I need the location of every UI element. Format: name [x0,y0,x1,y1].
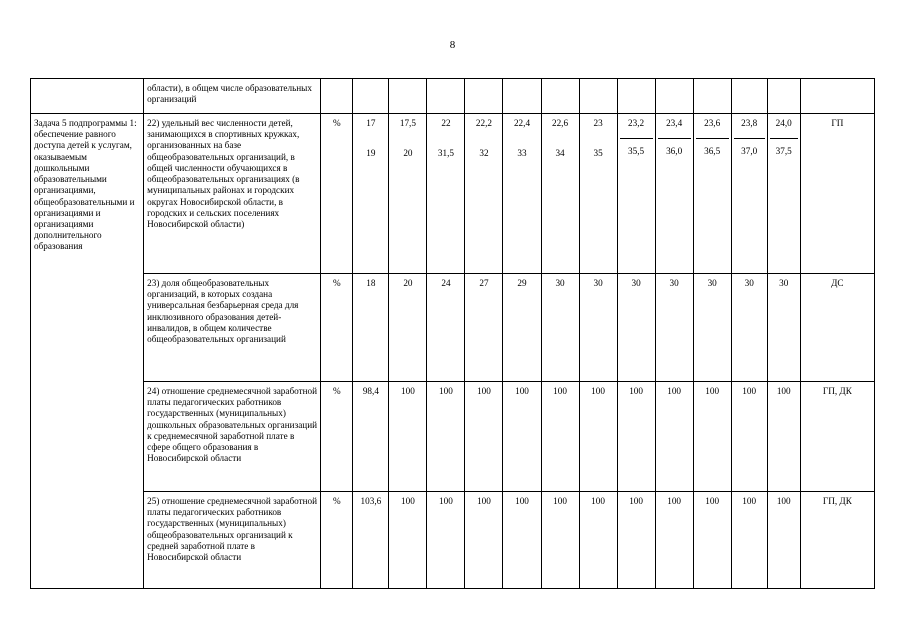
executor-cell: ГП, ДК [800,382,874,492]
executor-cell: ГП, ДК [800,492,874,589]
value-cell: 100 [389,492,427,589]
value-secondary: 37,5 [775,146,792,156]
value-cell: 100 [503,492,541,589]
value-cell: 100 [541,492,579,589]
value-cell [353,114,389,274]
value-cell: 100 [655,382,693,492]
executor-cell [800,79,874,114]
table-row [31,492,875,589]
value-cell: 30 [541,274,579,382]
value-primary: 24,0 [770,118,798,139]
value-cell: 30 [731,274,767,382]
value-cell: 18 [353,274,389,382]
unit-cell: % [321,382,353,492]
table-row [31,79,875,114]
value-primary: 23,6 [696,118,729,139]
value-cell [693,114,731,274]
value-cell [655,79,693,114]
executor-cell: ГП [800,114,874,274]
value-cell [427,79,465,114]
value-primary: 23,8 [734,118,765,139]
value-cell: 100 [767,492,800,589]
value-cell [693,79,731,114]
value-primary: 23 [593,118,603,128]
value-cell: 30 [617,274,655,382]
value-cell: 100 [767,382,800,492]
value-secondary: 35,5 [628,146,645,156]
value-primary: 23,2 [620,118,653,139]
indicator-cell: области), в общем числе образовательных организаций [144,79,321,114]
value-cell: 100 [503,382,541,492]
value-cell [767,114,800,274]
unit-cell [321,79,353,114]
value-primary: 23,4 [658,118,691,139]
task-cell: Задача 5 подпрограммы 1: обеспечение равного доступа детей к услугам, оказываемым дошкольными образовательными организациями, общеобразовательными и организациями и организациями дополнительного образования [31,114,144,589]
value-cell: 100 [389,382,427,492]
value-primary: 22,2 [475,118,492,128]
value-cell [465,79,503,114]
value-cell [353,79,389,114]
unit-cell: % [321,274,353,382]
page-number: 8 [449,39,456,51]
indicators-table [30,78,875,589]
unit-cell: % [321,114,353,274]
value-secondary: 20 [403,148,413,159]
value-cell: 30 [655,274,693,382]
value-cell [617,79,655,114]
value-cell: 100 [579,492,617,589]
value-cell [465,114,503,274]
value-cell [503,114,541,274]
task-cell [31,79,144,114]
value-cell: 100 [617,382,655,492]
value-cell: 100 [731,492,767,589]
value-cell: 20 [389,274,427,382]
value-secondary: 37,0 [741,146,758,156]
value-primary: 17,5 [399,118,416,128]
value-secondary: 19 [366,148,376,159]
value-cell [503,79,541,114]
value-secondary: 36,0 [666,146,683,156]
indicator-cell: 24) отношение среднемесячной заработной платы педагогических работников государственных (муниципальных) дошкольных образовательных организаций к среднемесячной заработной плате в сфере общего образования в Новосибирской области [144,382,321,492]
value-cell: 24 [427,274,465,382]
value-secondary: 31,5 [437,148,454,159]
value-secondary: 35 [593,148,603,159]
value-secondary: 32 [479,148,489,159]
table-row [31,114,875,274]
value-cell: 100 [541,382,579,492]
value-cell: 100 [617,492,655,589]
table-body [31,79,875,589]
value-cell: 98,4 [353,382,389,492]
value-cell [731,79,767,114]
value-secondary: 34 [555,148,565,159]
value-cell: 30 [579,274,617,382]
table-row [31,382,875,492]
value-cell: 27 [465,274,503,382]
value-cell [541,79,579,114]
value-cell [389,114,427,274]
value-cell: 100 [465,382,503,492]
unit-cell: % [321,492,353,589]
indicator-cell: 22) удельный вес численности детей, занимающихся в спортивных кружках, организованных на базе общеобразовательных организаций, в общей численности обучающихся в общеобразовательных организациях (в муниципальных районах и городских округах Новосибирской области, в городских и сельских поселениях Новосибирской области) [144,114,321,274]
value-cell: 103,6 [353,492,389,589]
value-cell: 100 [731,382,767,492]
value-cell [579,114,617,274]
value-cell: 100 [579,382,617,492]
value-cell: 100 [655,492,693,589]
value-primary: 22 [441,118,451,128]
value-cell [617,114,655,274]
value-cell [731,114,767,274]
value-cell: 100 [427,492,465,589]
value-cell: 100 [693,492,731,589]
value-cell [767,79,800,114]
indicator-cell: 23) доля общеобразовательных организаций, в которых создана универсальная безбарьерная среда для инклюзивного образования детей-инвалидов, в общем количестве общеобразовательных организаций [144,274,321,382]
executor-cell: ДС [800,274,874,382]
value-cell [389,79,427,114]
value-cell [541,114,579,274]
value-cell: 100 [427,382,465,492]
table-row [31,274,875,382]
indicator-cell: 25) отношение среднемесячной заработной платы педагогических работников государственных (муниципальных) общеобразовательных организаций к средней заработной плате в Новосибирской области [144,492,321,589]
value-cell: 100 [465,492,503,589]
value-cell: 29 [503,274,541,382]
value-secondary: 33 [517,148,527,159]
value-cell [427,114,465,274]
value-primary: 22,4 [513,118,531,128]
value-secondary: 36,5 [704,146,721,156]
value-cell: 100 [693,382,731,492]
value-cell [579,79,617,114]
value-cell: 30 [693,274,731,382]
value-primary: 17 [366,118,376,128]
value-cell [655,114,693,274]
value-primary: 22,6 [551,118,569,128]
value-cell: 30 [767,274,800,382]
